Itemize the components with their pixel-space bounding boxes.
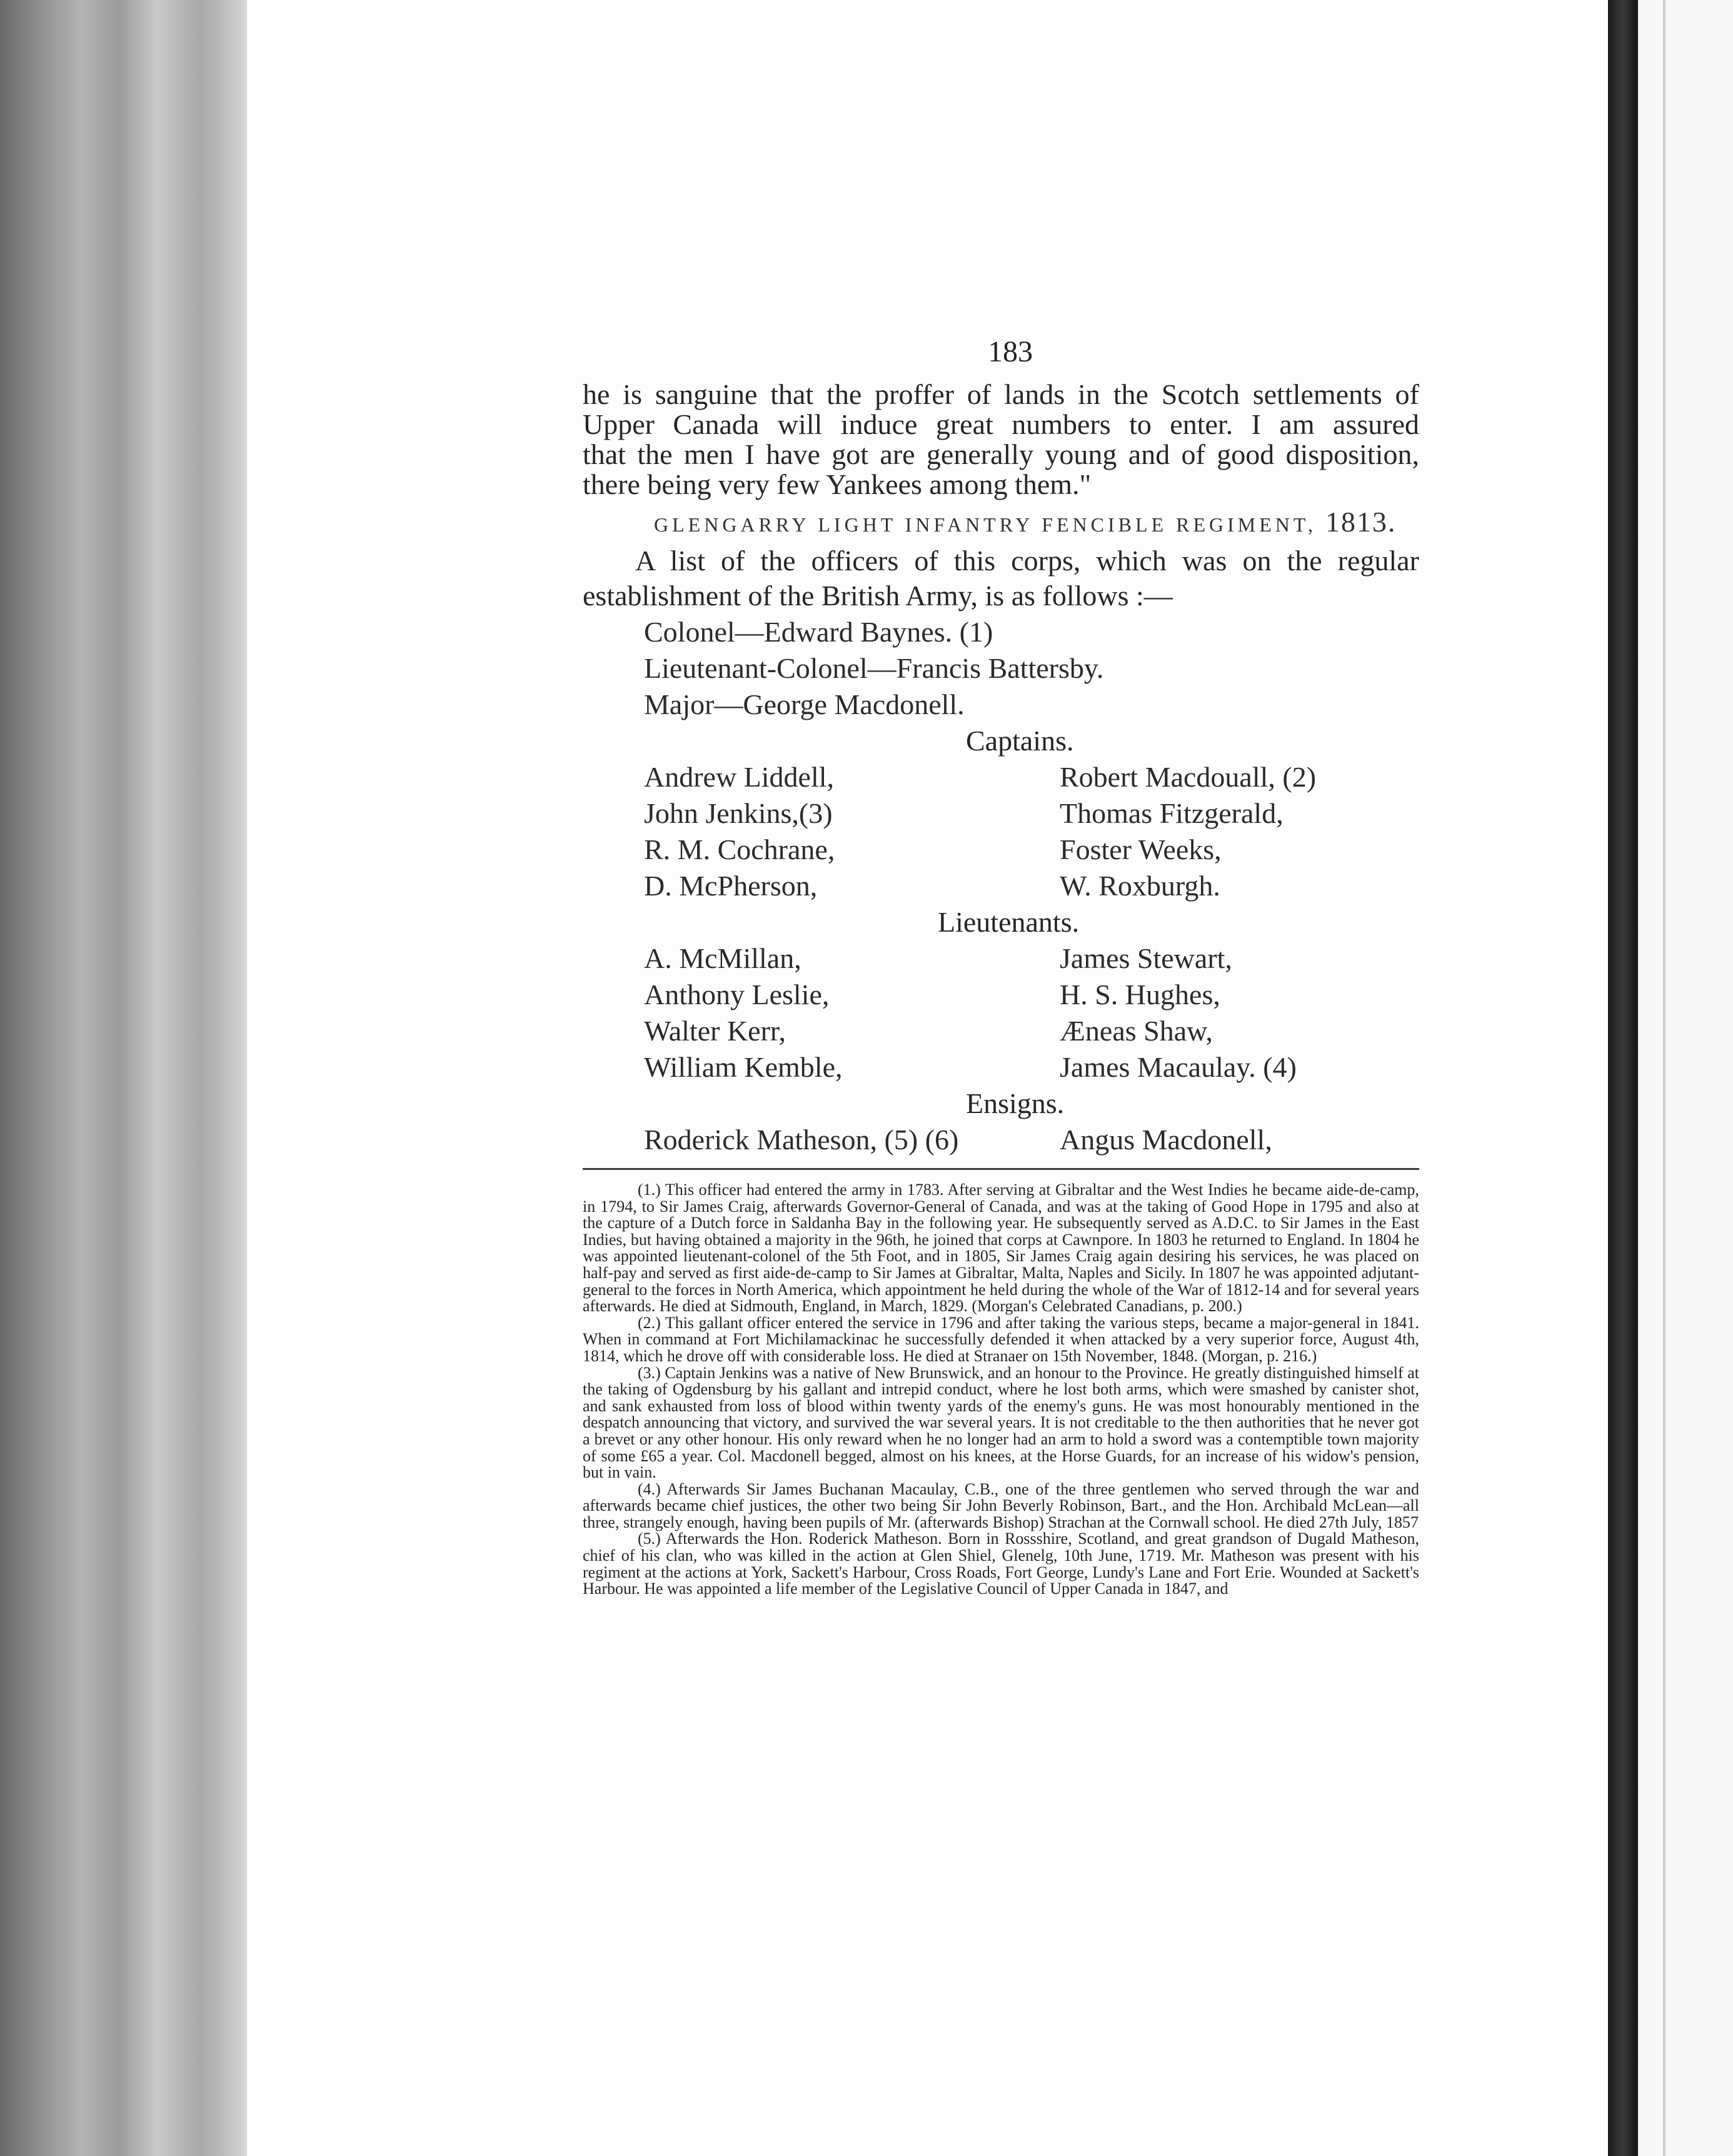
captain-right-1: Robert Macdouall, (2) — [1060, 761, 1317, 793]
staff-major: Major—George Macdonell. — [644, 688, 965, 720]
lieutenant-right-3: Æneas Shaw, — [1060, 1015, 1213, 1047]
lieutenant-right-1: James Stewart, — [1060, 942, 1232, 974]
facing-page-line — [1663, 0, 1665, 2156]
footnote-2: (2.) This gallant officer entered the service in 1796 and after taking the various steps, became a major-general in 1841. When in command at Fort Michilamackinac he successfully defended it when attacked by a very superior force, August 4th, 1814, which he drove off with considerable loss. He died at Stranaer on 15th November, 1848. (Morgan, p. 216.) — [583, 1313, 1419, 1365]
ensign-right-1: Angus Macdonell, — [1060, 1124, 1272, 1156]
footnote-rule — [583, 1168, 1419, 1170]
book-spine — [0, 0, 247, 2156]
ensign-left-1: Roderick Matheson, (5) (6) — [644, 1124, 959, 1156]
captain-left-4: D. McPherson, — [644, 870, 818, 902]
page-number: 183 — [988, 335, 1033, 368]
captain-left-3: R. M. Cochrane, — [644, 834, 835, 865]
footnote-1: (1.) This officer had entered the army in 1783. After serving at Gibraltar and the West Indies he became aide-de-camp, in 1794, to Sir James Craig, afterwards Governor-General of Canada, and was at the taking of Good Hope in 1795 and also at the capture of a Dutch force in Saldanha Bay in the following year. He subsequently served as A.D.C. to Sir James in the East Indies, but having obtained a majority in the 96th, he joined that corps at Cawnpore. In 1803 he returned to England. In 1804 he was appointed lieutenant-colonel of the 5th Foot, and in 1805, Sir James Craig again desiring his services, he was placed on half-pay and served as first aide-de-camp to Sir James at Gibraltar, Malta, Naples and Sicily. In 1807 he was appointed adjutant-general to the forces in North America, which appointment he held during the whole of the War of 1812-14 and for several years afterwards. He died at Sidmouth, England, in March, 1829. (Morgan's Celebrated Canadians, p. 200.) — [583, 1181, 1419, 1316]
footnotes — [583, 1182, 1419, 1598]
lieutenants-label: Lieutenants. — [938, 906, 1080, 938]
intro-line-2: establishment of the British Army, is as follows :— — [583, 580, 1173, 612]
body-line-1: he is sanguine that the proffer of lands in the Scotch settlements of — [583, 378, 1419, 410]
heading-year: 1813. — [1325, 506, 1397, 538]
ensigns-label: Ensigns. — [966, 1087, 1065, 1119]
footnote-3: (3.) Captain Jenkins was a native of New Brunswick, and an honour to the Province. He greatly distinguished himself at the taking of Ogdensburg by his gallant and intrepid conduct, where he lost both arms, which were smashed by canister shot, and sank exhausted from loss of blood within twenty yards of the enemy's guns. He was most honourably mentioned in the despatch announcing that victory, and survived the war several years. It is not creditable to the then authorities that he never got a brevet or any other honour. His only reward when he no longer had an arm to hold a sword was a contemptible town majority of some £65 a year. Col. Macdonell begged, almost on his knees, at the Horse Guards, for an increase of his widow's pension, but in vain. — [583, 1363, 1419, 1482]
captain-right-2: Thomas Fitzgerald, — [1060, 797, 1283, 829]
body-line-2: Upper Canada will induce great numbers to enter. I am assured — [583, 408, 1419, 440]
captain-left-2: John Jenkins,(3) — [644, 797, 833, 829]
captain-left-1: Andrew Liddell, — [644, 761, 835, 793]
captain-right-4: W. Roxburgh. — [1060, 870, 1220, 902]
page-gutter-shadow — [1608, 0, 1638, 2156]
body-line-4: there being very few Yankees among them." — [583, 468, 1092, 500]
body-line-3: that the men I have got are generally young and of good disposition, — [583, 438, 1419, 470]
intro-line-1: A list of the officers of this corps, which was on the regular — [635, 545, 1419, 577]
captains-label: Captains. — [966, 725, 1074, 757]
footnote-4: (4.) Afterwards Sir James Buchanan Macaulay, C.B., one of the three gentlemen who served through the war and afterwards became chief justices, the other two being Sir John Beverly Robinson, Bart., and the Hon. Archibald McLean—all three, strangely enough, having been pupils of Mr. (afterwards Bishop) Strachan at the Cornwall school. He died 27th July, 1857 — [583, 1479, 1419, 1531]
section-heading — [654, 505, 1397, 538]
lieutenant-left-2: Anthony Leslie, — [644, 979, 830, 1010]
lieutenant-left-1: A. McMillan, — [644, 942, 801, 974]
book-page — [247, 0, 1608, 2156]
lieutenant-left-3: Walter Kerr, — [644, 1015, 786, 1047]
captain-right-3: Foster Weeks, — [1060, 834, 1222, 865]
staff-lieutenant-colonel: Lieutenant-Colonel—Francis Battersby. — [644, 652, 1104, 684]
heading-title: GLENGARRY LIGHT INFANTRY FENCIBLE REGIMENT, — [654, 513, 1317, 536]
footnote-5: (5.) Afterwards the Hon. Roderick Matheson. Born in Rossshire, Scotland, and great grandson of Dugald Matheson, chief of his clan, who was killed in the action at Glen Shiel, Glenelg, 10th June, 1719. Mr. Matheson was present with his regiment at the actions at York, Sackett's Harbour, Cross Roads, Fort George, Lundy's Lane and Fort Erie. Wounded at Sackett's Harbour. He was appointed a life member of the Legislative Council of Upper Canada in 1847, and — [583, 1529, 1419, 1598]
facing-page-edge — [1638, 0, 1733, 2156]
lieutenant-left-4: William Kemble, — [644, 1051, 843, 1083]
lieutenant-right-2: H. S. Hughes, — [1060, 979, 1220, 1010]
staff-colonel: Colonel—Edward Baynes. (1) — [644, 616, 993, 648]
lieutenant-right-4: James Macaulay. (4) — [1060, 1051, 1297, 1083]
